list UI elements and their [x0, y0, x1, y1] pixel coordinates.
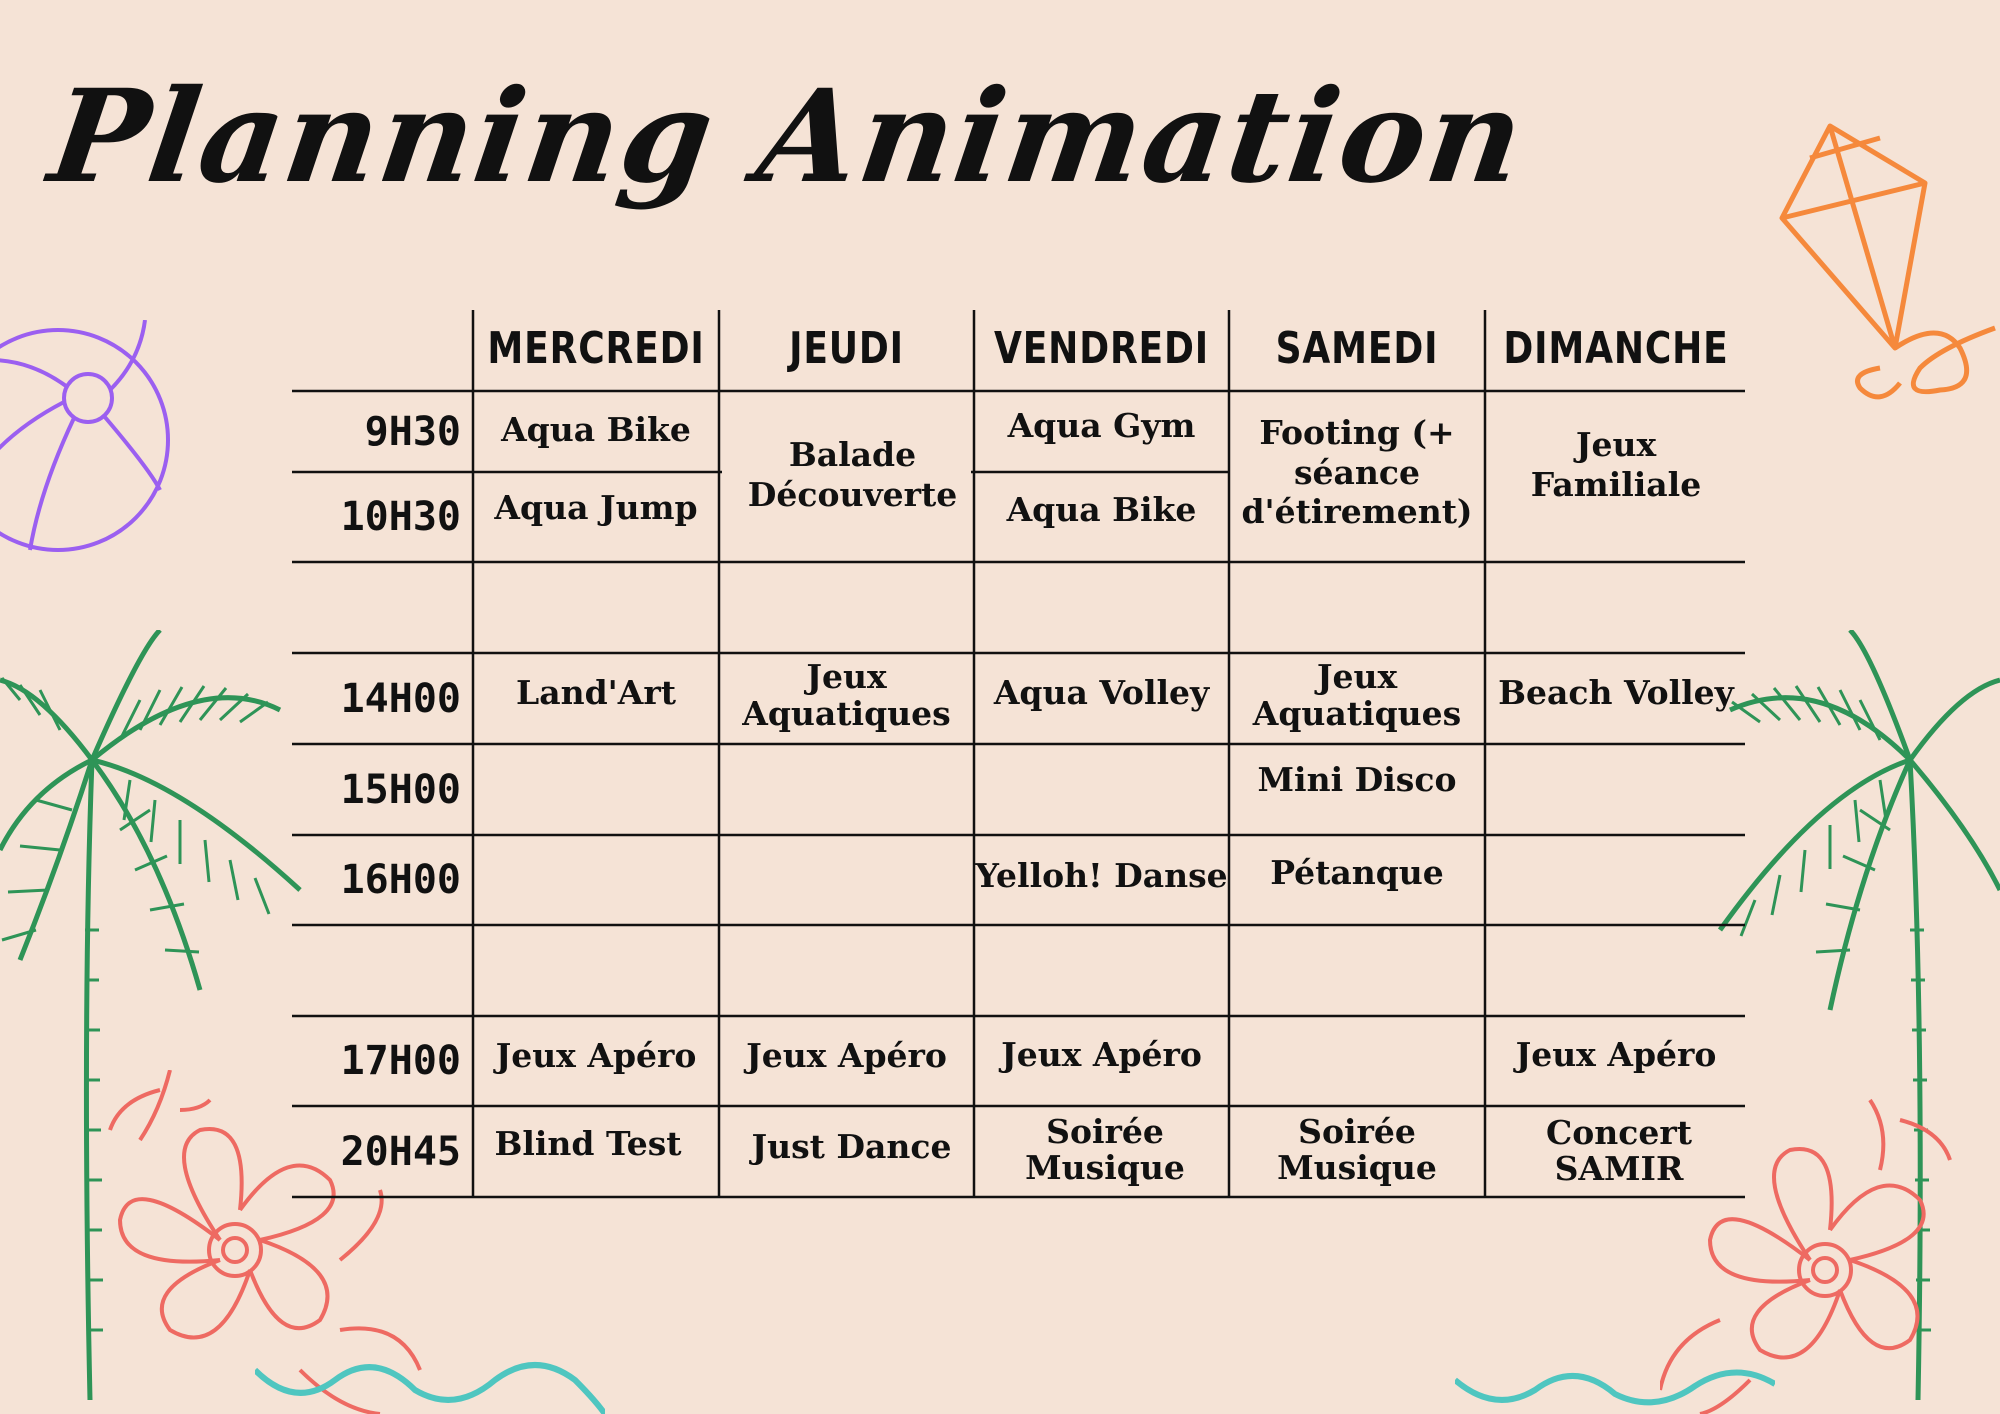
- activity-cell: Jeux Apéro: [1515, 1035, 1717, 1075]
- activity-cell: Footing (+ séance d'étirement): [1241, 413, 1473, 532]
- time-label: 16H00: [340, 857, 461, 903]
- day-header-sunday: DIMANCHE: [1503, 322, 1729, 374]
- activity-cell: Aqua Volley: [993, 673, 1210, 713]
- activity-cell: Balade Découverte: [747, 435, 958, 514]
- time-label: 20H45: [340, 1128, 461, 1175]
- page-title: Planning Animation: [41, 62, 1534, 212]
- activity-cell: Jeux Aquatiques: [742, 657, 951, 733]
- activity-cell: Jeux Apéro: [1001, 1035, 1202, 1075]
- activity-cell: Pétanque: [1270, 853, 1444, 893]
- activity-cell: Jeux Apéro: [746, 1036, 947, 1076]
- activity-cell: Soirée Musique: [1277, 1111, 1437, 1187]
- time-label: 17H00: [340, 1038, 461, 1084]
- activity-cell: Beach Volley: [1498, 673, 1734, 713]
- activity-cell: Soirée Musique: [1025, 1111, 1185, 1187]
- activity-cell: Jeux Aquatiques: [1252, 657, 1462, 733]
- time-label: 9H30: [364, 408, 461, 455]
- activity-cell: Yelloh! Danse: [975, 856, 1228, 896]
- activity-cell: Mini Disco: [1257, 760, 1457, 800]
- time-label: 14H00: [340, 675, 461, 722]
- day-header-friday: VENDREDI: [993, 322, 1210, 374]
- activity-cell: Aqua Jump: [494, 488, 698, 528]
- activity-cell: Aqua Gym: [1007, 406, 1196, 446]
- day-header-wednesday: MERCREDI: [487, 322, 705, 374]
- time-label: 15H00: [340, 766, 461, 813]
- day-header-saturday: SAMEDI: [1275, 322, 1439, 374]
- day-header-thursday: JEUDI: [789, 322, 904, 374]
- time-label: 10H30: [340, 494, 461, 540]
- activity-cell: Aqua Bike: [501, 410, 691, 450]
- activity-cell: Blind Test: [494, 1124, 682, 1164]
- activity-cell: Concert SAMIR: [1546, 1112, 1692, 1188]
- activity-cell: Jeux Familiale: [1530, 425, 1702, 504]
- activity-cell: Aqua Bike: [1006, 489, 1197, 529]
- activity-cell: Jeux Apéro: [495, 1036, 697, 1076]
- activity-cell: Land'Art: [516, 673, 676, 713]
- activity-cell: Just Dance: [751, 1127, 952, 1167]
